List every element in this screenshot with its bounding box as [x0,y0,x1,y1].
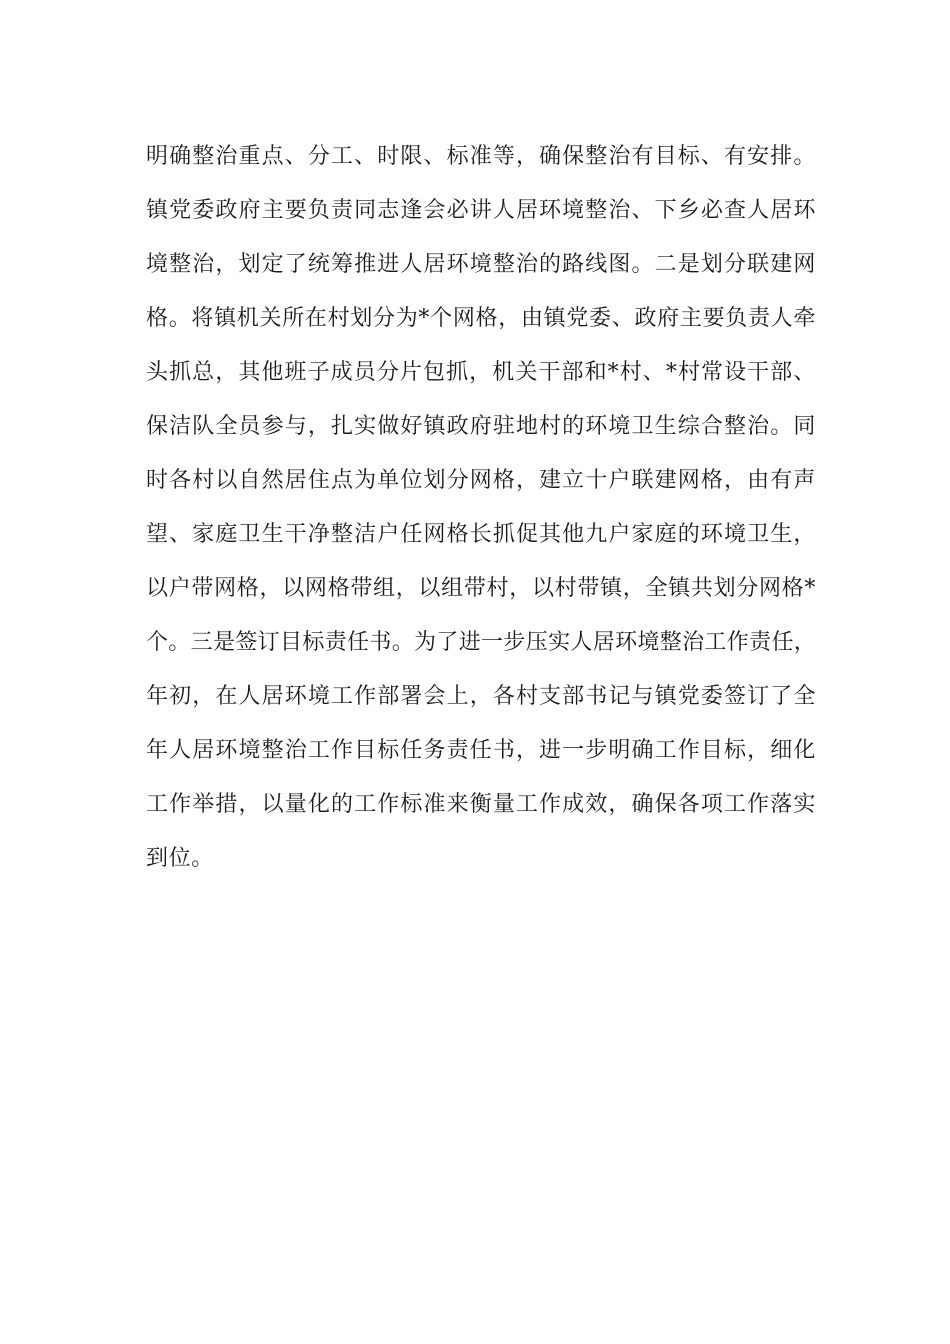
text-line-5: 头抓总，其他班子成员分片包抓，机关干部和*村、*村常设干部、 [146,360,816,385]
text-line-11: 年初，在人居环境工作部署会上，各村支部书记与镇党委签订了全 [146,684,816,709]
text-line-4: 格。将镇机关所在村划分为*个网格，由镇党委、政府主要负责人牵 [146,306,816,331]
text-line-14: 到位。 [146,846,214,871]
text-line-6: 保洁队全员参与，扎实做好镇政府驻地村的环境卫生综合整治。同 [146,414,816,439]
text-line-13: 工作举措，以量化的工作标准来衡量工作成效，确保各项工作落实 [146,792,816,817]
text-line-10: 个。三是签订目标责任书。为了进一步压实人居环境整治工作责任， [146,630,816,655]
text-line-12: 年人居环境整治工作目标任务责任书，进一步明确工作目标，细化 [146,738,816,763]
text-line-9: 以户带网格，以网格带组，以组带村，以村带镇，全镇共划分网格* [146,576,816,601]
text-line-3: 境整治，划定了统筹推进人居环境整治的路线图。二是划分联建网 [146,252,816,277]
body-paragraph [146,130,816,886]
text-line-8: 望、家庭卫生干净整洁户任网格长抓促其他九户家庭的环境卫生， [146,522,816,547]
text-line-2: 镇党委政府主要负责同志逢会必讲人居环境整治、下乡必查人居环 [146,198,816,223]
text-line-7: 时各村以自然居住点为单位划分网格，建立十户联建网格，由有声 [146,468,816,493]
text-line-1: 明确整治重点、分工、时限、标准等，确保整治有目标、有安排。 [146,144,816,169]
